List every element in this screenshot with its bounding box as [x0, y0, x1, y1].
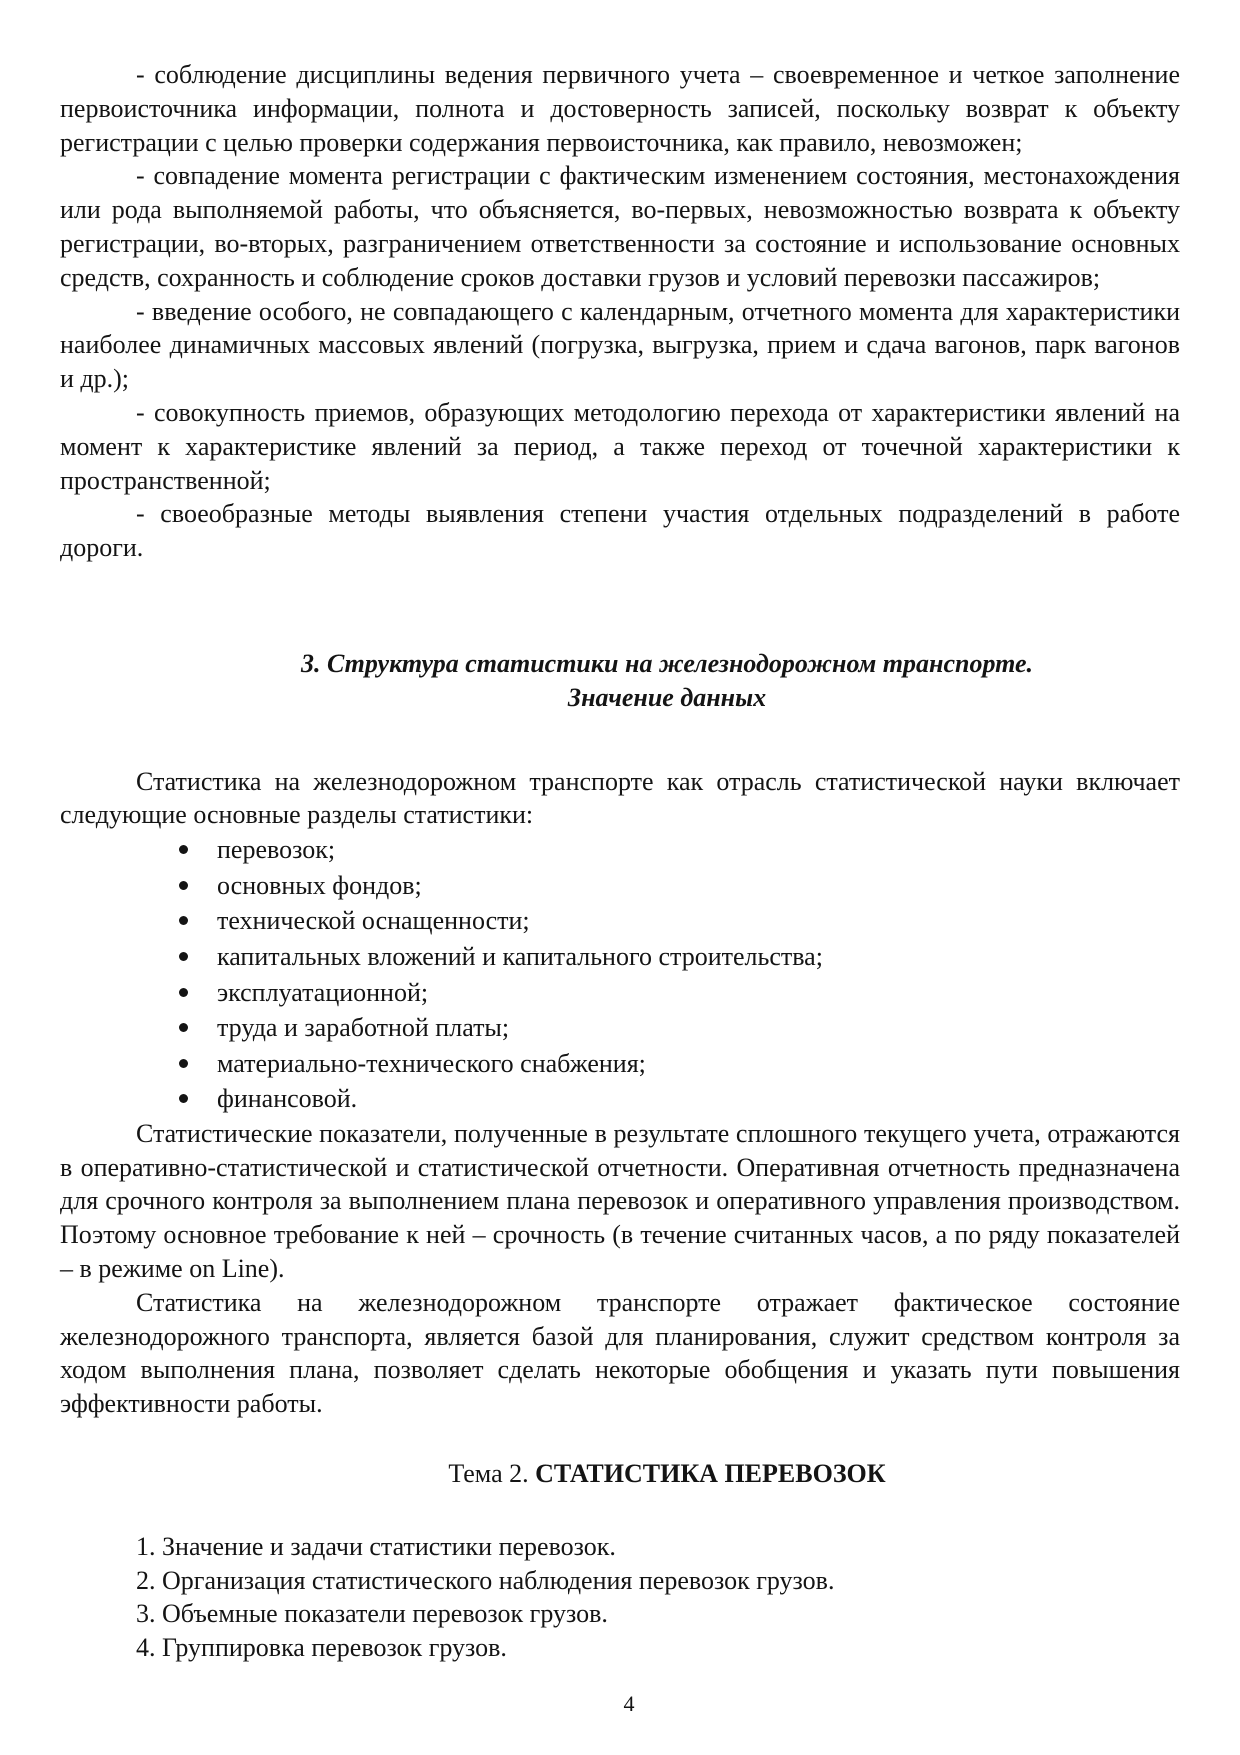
question-item: 3. Объемные показатели перевозок грузов. [136, 1599, 608, 1629]
list-item [179, 975, 1180, 1011]
list-item-text: перевозок; [217, 835, 336, 865]
bullet-icon [179, 881, 188, 890]
page-number: 4 [623, 1691, 635, 1716]
opening-paragraph: - соблюдение дисциплины ведения первичного учета – своевременное и четкое заполнение первоисточника информации, полнота и достоверность записей, поскольку возврат к объекту регистрации с целью проверки содержания первоисточника, как правило, невозможен; [60, 60, 1180, 157]
question-item: 2. Организация статистического наблюдения перевозок грузов. [136, 1565, 835, 1595]
list-item-text: технической оснащенности; [217, 906, 530, 936]
list-item-text: материально-технического снабжения; [217, 1048, 646, 1078]
topic-title: СТАТИСТИКА ПЕРЕВОЗОК [535, 1459, 886, 1489]
bullet-icon [179, 1059, 188, 1068]
list-item [179, 832, 1180, 868]
opening-paragraph: - совокупность приемов, образующих методологию перехода от характеристики явлений на момент к характеристике явлений за период, а также переход от точечной характеристики к пространственной; [60, 397, 1180, 495]
list-item-text: финансовой. [217, 1084, 358, 1114]
list-item-text: капитальных вложений и капитального строительства; [217, 941, 823, 971]
list-item [179, 903, 1180, 939]
list-item [179, 1046, 1180, 1082]
section-intro-paragraph: Статистика на железнодорожном транспорте как отрасль статистической науки включает следующие основные разделы статистики: [60, 766, 1180, 830]
bullet-icon [179, 1023, 188, 1032]
opening-paragraph: - совпадение момента регистрации с фактическим изменением состояния, местонахождения или рода выполняемой работы, что объясняется, во-первых, невозможностью возврата к объекту регистрации, во-вторых, разграничением ответственности за состояние и использование основных средств, сохранность и соблюдение сроков доставки грузов и условий перевозки пассажиров; [60, 161, 1180, 292]
list-item [179, 1081, 1180, 1117]
opening-paragraph: - своеобразные методы выявления степени участия отдельных подразделений в работе дороги. [60, 499, 1180, 563]
list-item [179, 939, 1180, 975]
list-item-text: эксплуатационной; [217, 977, 429, 1007]
statistics-sections-list [60, 832, 1180, 1117]
list-item [179, 868, 1180, 904]
topic-heading [60, 1457, 1180, 1491]
bullet-icon [179, 845, 188, 854]
topic-prefix: Тема 2. [448, 1459, 536, 1489]
question-item: 4. Группировка перевозок грузов. [136, 1633, 507, 1663]
bullet-icon [179, 988, 188, 997]
list-item [179, 1010, 1180, 1046]
bullet-icon [179, 952, 188, 961]
section-title-line: 3. Структура статистики на железнодорожном транспорте. [300, 648, 1034, 678]
list-item-text: труда и заработной платы; [217, 1013, 510, 1043]
topic-questions-list [60, 1530, 1180, 1665]
opening-paragraph: - введение особого, не совпадающего с календарным, отчетного момента для характеристики наиболее динамичных массовых явлений (погрузка, выгрузка, прием и сдача вагонов, парк вагонов и др.); [60, 296, 1180, 394]
bullet-icon [179, 1094, 188, 1103]
section-title-line: Значение данных [567, 682, 767, 712]
bullet-icon [179, 916, 188, 925]
reporting-paragraph: Статистические показатели, полученные в результате сплошного текущего учета, отражаются в оперативно-статистической и статистической отчетности. Оперативная отчетность предназначена для срочного контроля за выполнением плана перевозок и оперативного управления производством. Поэтому основное требование к ней – срочность (в течение считанных часов, а по ряду показателей – в режиме on Line). [60, 1118, 1180, 1284]
list-item-text: основных фондов; [217, 870, 422, 900]
section-title [60, 647, 1180, 715]
role-paragraph: Статистика на железнодорожном транспорте отражает фактическое состояние железнодорожного транспорта, является базой для планирования, служит средством контроля за ходом выполнения плана, позволяет сделать некоторые обобщения и указать пути повышения эффективности работы. [60, 1287, 1180, 1419]
question-item: 1. Значение и задачи статистики перевозок. [136, 1531, 616, 1561]
document-page [60, 58, 1180, 1665]
